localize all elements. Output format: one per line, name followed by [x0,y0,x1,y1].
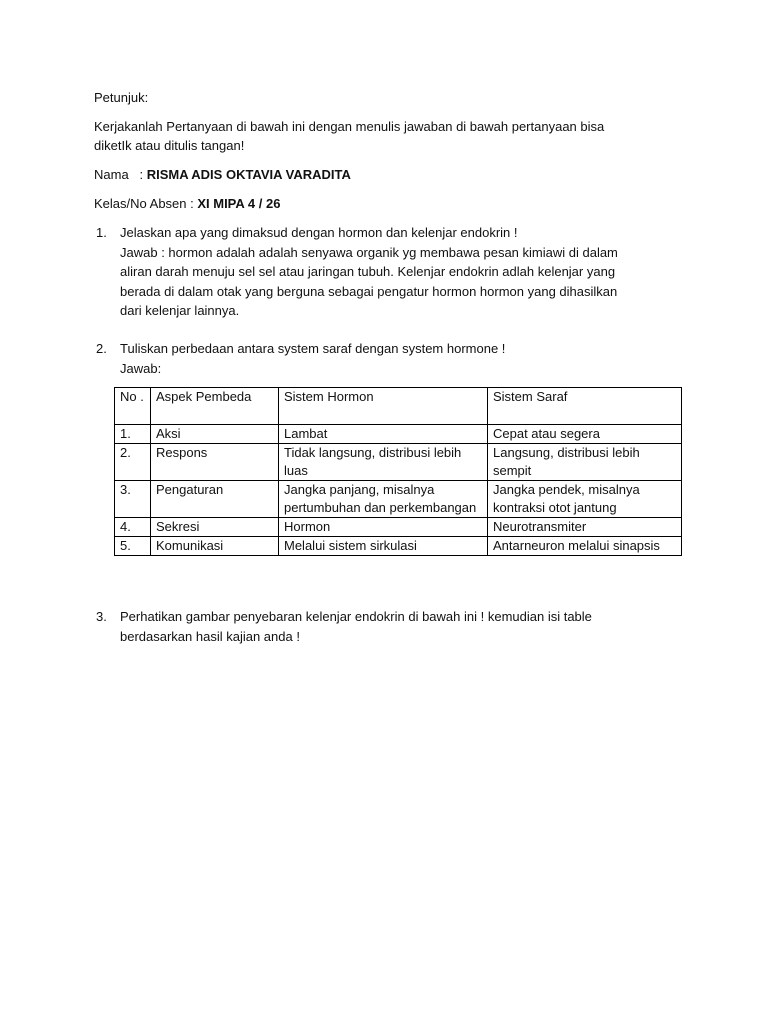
question-1-text: Jelaskan apa yang dimaksud dengan hormon dan kelenjar endokrin ! [120,225,518,240]
table-cell: Lambat [279,425,488,444]
question-1-answer-line: aliran darah menuju sel sel atau jaringan tubuh. Kelenjar endokrin adlah kelenjar yang [120,264,616,279]
table-header-cell: Sistem Saraf [488,388,682,425]
table-cell: Tidak langsung, distribusi lebih luas [279,444,488,481]
student-class-row [94,194,280,213]
table-cell: 4. [115,518,151,537]
question-2-number: 2. [96,341,107,356]
question-2 [120,339,690,378]
student-name-label: Nama : [94,167,147,182]
table-cell: Respons [151,444,279,481]
table-cell: Komunikasi [151,537,279,556]
table-cell: 5. [115,537,151,556]
question-1-answer-line: dari kelenjar lainnya. [120,303,240,318]
comparison-table [114,387,682,556]
table-cell: Jangka pendek, misalnya kontraksi otot jantung [488,481,682,518]
table-cell: Sekresi [151,518,279,537]
table-cell: Jangka panjang, misalnya pertumbuhan dan perkembangan [279,481,488,518]
question-1 [120,223,690,321]
question-1-answer-line: berada di dalam otak yang berguna sebagai pengatur hormon hormon yang dihasilkan [120,283,618,299]
table-cell: Langsung, distribusi lebih sempit [488,444,682,481]
table-cell: Melalui sistem sirkulasi [279,537,488,556]
student-class-label: Kelas/No Absen : [94,196,198,211]
student-class-value: XI MIPA 4 / 26 [197,196,281,211]
table-cell: Pengaturan [151,481,279,518]
student-name-row [94,165,351,184]
question-1-answer-line: Jawab : hormon adalah adalah senyawa organik yg membawa pesan kimiawi di dalam [120,244,618,260]
table-cell: Antarneuron melalui sinapsis [488,537,682,556]
question-3-text-line: berdasarkan hasil kajian anda ! [120,628,300,644]
table-header-cell: Aspek Pembeda [151,388,279,425]
question-2-text: Tuliskan perbedaan antara system saraf dengan system hormone ! [120,341,506,356]
table-row [115,518,682,537]
table-cell: Cepat atau segera [488,425,682,444]
question-3 [120,607,690,646]
question-3-number: 3. [96,609,107,624]
table-header-cell: Sistem Hormon [279,388,488,425]
instructions-line-1: Kerjakanlah Pertanyaan di bawah ini dengan menulis jawaban di bawah pertanyaan bisa [94,119,605,134]
table-row [115,425,682,444]
table-cell: Aksi [151,425,279,444]
table-row [115,537,682,556]
student-name-value: RISMA ADIS OKTAVIA VARADITA [146,167,351,182]
instructions-heading: Petunjuk: [94,90,149,105]
question-1-number: 1. [96,225,107,240]
table-row [115,444,682,481]
table-row [115,481,682,518]
table-cell: Hormon [279,518,488,537]
table-cell: 3. [115,481,151,518]
question-2-answer-label: Jawab: [120,360,162,376]
table-header-cell: No . [115,388,151,425]
table-cell: Neurotransmiter [488,518,682,537]
table-header-row [115,388,682,425]
instructions-line-2: diketIk atau ditulis tangan! [94,138,245,153]
table-cell: 1. [115,425,151,444]
table-cell: 2. [115,444,151,481]
question-3-text: Perhatikan gambar penyebaran kelenjar endokrin di bawah ini ! kemudian isi table [120,609,592,624]
